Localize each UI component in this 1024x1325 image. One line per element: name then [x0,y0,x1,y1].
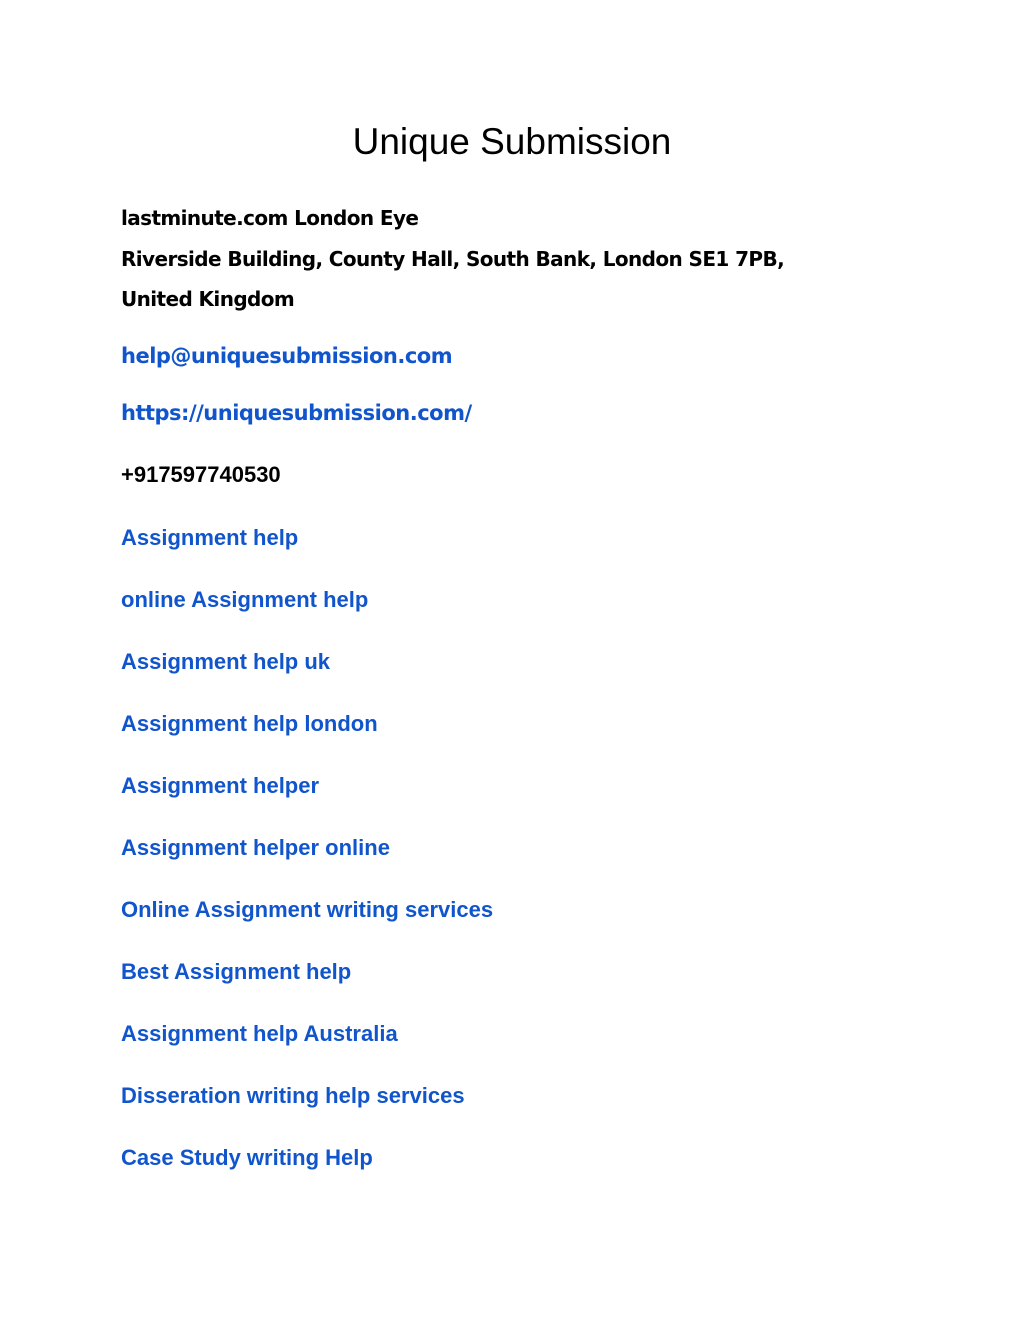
link-case-study-writing-help[interactable]: Case Study writing Help [121,1145,373,1170]
link-dissertation-writing-help-services[interactable]: Disseration writing help services [121,1083,465,1108]
link-assignment-helper-online[interactable]: Assignment helper online [121,835,390,860]
page-title: Unique Submission [352,121,672,162]
link-assignment-help[interactable]: Assignment help [121,525,299,550]
link-best-assignment-help[interactable]: Best Assignment help [121,959,352,984]
email-link[interactable]: help@uniquesubmission.com [121,344,453,368]
website-link[interactable]: https://uniquesubmission.com/ [121,401,472,425]
address-line-3: United Kingdom [121,287,295,311]
link-assignment-help-uk[interactable]: Assignment help uk [121,649,331,674]
phone-number: +917597740530 [121,462,281,487]
link-assignment-help-australia[interactable]: Assignment help Australia [121,1021,398,1046]
link-online-assignment-writing-services[interactable]: Online Assignment writing services [121,897,494,922]
address-line-1: lastminute.com London Eye [121,206,419,230]
link-assignment-help-london[interactable]: Assignment help london [121,711,378,736]
link-assignment-helper[interactable]: Assignment helper [121,773,320,798]
address-line-2: Riverside Building, County Hall, South Bank, London SE1 7PB, [121,247,785,271]
link-online-assignment-help[interactable]: online Assignment help [121,587,369,612]
